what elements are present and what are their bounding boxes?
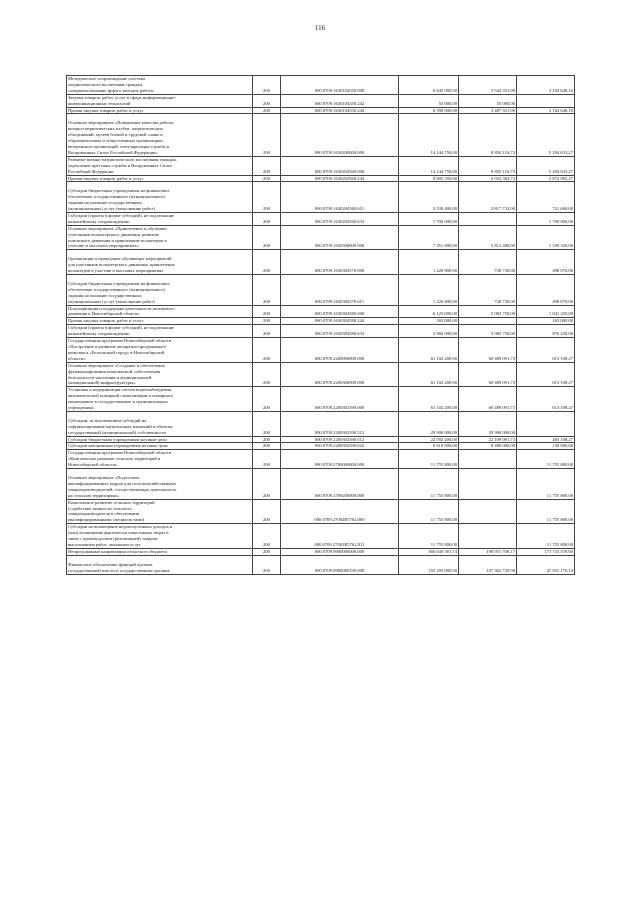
row-executed-cell: 29 900 000,00 bbox=[459, 411, 517, 436]
row-name-cell: Субсидии (гранты в форме субсидий), не подлежащие казначейскому сопровождению bbox=[67, 212, 253, 225]
row-name-cell: Комплексное развитие сельских территорий (содействие занятости сельского товаропроизводителя в обеспечении квалифицированными специалистами) bbox=[67, 499, 253, 524]
row-unexecuted-cell: 165 000,00 bbox=[517, 318, 575, 325]
row-classification-cell: 000.0709.2200302590.622 bbox=[281, 443, 399, 450]
row-assigned-cell: 14 144 750,00 bbox=[399, 156, 459, 175]
row-name-cell: Субсидии бюджетным учреждениям на финансовое обеспечение государственного (муниципального) задания на оказание государственных (муниципальных) услуг (выполнение работ) bbox=[67, 182, 253, 213]
row-name-cell: Субсидии, за исключением субсидий на софинансирование капитальных вложений в объекты государственной (муниципальной) собственности bbox=[67, 411, 253, 436]
row-code-cell: 200 bbox=[253, 548, 281, 555]
row-assigned-cell: 6 590 000,00 bbox=[399, 107, 459, 114]
row-code-cell: 200 bbox=[253, 156, 281, 175]
row-name-cell: Установка и модернизация систем видеонаблюдения, автоматической пожарной сигнализации и пожарного мониторинга в государственных и муниципальных учреждениях bbox=[67, 387, 253, 412]
row-unexecuted-cell: 721 668,00 bbox=[517, 182, 575, 213]
row-code-cell: 200 bbox=[253, 94, 281, 107]
row-unexecuted-cell bbox=[517, 94, 575, 107]
row-executed-cell: 198 951 708,17 bbox=[459, 548, 517, 555]
row-classification-cell: 000.0709.1630304570.611 bbox=[281, 275, 399, 306]
row-classification-cell: 000.0709.1630304580.244 bbox=[281, 318, 399, 325]
row-executed-cell: 8 480 000,00 bbox=[459, 443, 517, 450]
row-unexecuted-cell: 5 294 633,27 bbox=[517, 156, 575, 175]
row-executed-cell: 60 489 091,73 bbox=[459, 338, 517, 363]
row-assigned-cell: 1 700 000,00 bbox=[399, 212, 459, 225]
row-classification-cell: 000.0709.1630304580.633 bbox=[281, 325, 399, 338]
row-name-cell: Развитие военно-патриотического воспитания граждан, укрепление престижа службы в Вооруженных Силах Российской Федерации bbox=[67, 156, 253, 175]
row-name-cell: Субсидии на возмещение недополученных доходов и (или) возмещение фактически понесенных затрат в связи с производством (реализацией) товаров, выполнением работ, оказанием услуг bbox=[67, 524, 253, 549]
row-code-cell: 200 bbox=[253, 250, 281, 275]
row-assigned-cell: 165 000,00 bbox=[399, 318, 459, 325]
row-assigned-cell: 155 293 900,00 bbox=[399, 555, 459, 574]
row-assigned-cell: 1 226 800,00 bbox=[399, 275, 459, 306]
row-name-cell: Прочая закупка товаров, работ и услуг bbox=[67, 318, 253, 325]
row-unexecuted-cell: 483 108,27 bbox=[517, 436, 575, 443]
row-unexecuted-cell: 173 733 578,60 bbox=[517, 548, 575, 555]
row-code-cell: 200 bbox=[253, 107, 281, 114]
row-classification-cell: 000.0709.2200302590.612 bbox=[281, 436, 399, 443]
row-unexecuted-cell: 11 755 800,00 bbox=[517, 450, 575, 469]
row-code-cell: 200 bbox=[253, 524, 281, 549]
row-assigned-cell: 8 610 000,00 bbox=[399, 443, 459, 450]
row-classification-cell: 000.0709.27002R5762.811 bbox=[281, 524, 399, 549]
row-classification-cell: 000.0709.2200302590.521 bbox=[281, 411, 399, 436]
row-name-cell: Основное мероприятие «Привлечение к обучению участников волонтерского движения, развитие поискового движения и привлечение волонтеров к участию в массовых мероприятиях» bbox=[67, 225, 253, 250]
row-unexecuted-cell: 498 070,00 bbox=[517, 250, 575, 275]
table-row bbox=[67, 387, 575, 412]
row-executed-cell: 22 109 091,73 bbox=[459, 436, 517, 443]
row-unexecuted-cell: 47 931 170,10 bbox=[517, 555, 575, 574]
row-code-cell: 200 bbox=[253, 450, 281, 469]
row-executed-cell: 6 032 384,73 bbox=[459, 175, 517, 182]
table-row bbox=[67, 436, 575, 443]
row-code-cell: 200 bbox=[253, 225, 281, 250]
row-executed-cell: 5 083 750,00 bbox=[459, 325, 517, 338]
row-name-cell: Финансовое обеспечение функций органов государственной власти и государственных органов bbox=[67, 555, 253, 574]
row-unexecuted-cell: 1 539 320,00 bbox=[517, 225, 575, 250]
table-row bbox=[67, 182, 575, 213]
row-classification-cell: 000.0709.1630304570.000 bbox=[281, 250, 399, 275]
row-classification-cell: 000.0709.1630204560.633 bbox=[281, 212, 399, 225]
row-unexecuted-cell: 1 700 000,00 bbox=[517, 212, 575, 225]
row-unexecuted-cell: 613 108,27 bbox=[517, 362, 575, 387]
table-row bbox=[67, 250, 575, 275]
row-code-cell: 200 bbox=[253, 76, 281, 95]
row-assigned-cell: 11 755 800,00 bbox=[399, 524, 459, 549]
row-unexecuted-cell: 11 755 800,00 bbox=[517, 469, 575, 500]
row-unexecuted-cell: 130 000,00 bbox=[517, 443, 575, 450]
row-code-cell: 200 bbox=[253, 114, 281, 156]
row-unexecuted-cell: 3 102 648,10 bbox=[517, 107, 575, 114]
row-name-cell: Непрограммные направления областного бюджета bbox=[67, 548, 253, 555]
row-executed-cell bbox=[459, 450, 517, 469]
table-row bbox=[67, 524, 575, 549]
row-executed-cell: 5 812 480,00 bbox=[459, 225, 517, 250]
row-name-cell: Субсидии бюджетным учреждениям на финансовое обеспечение государственного (муниципального) задания на оказание государственных (муниципальных) услуг (выполнение работ) bbox=[67, 275, 253, 306]
row-name-cell: Прочая закупка товаров, работ и услуг bbox=[67, 175, 253, 182]
row-executed-cell: 55 000,00 bbox=[459, 94, 517, 107]
row-code-cell: 200 bbox=[253, 212, 281, 225]
table-row bbox=[67, 450, 575, 469]
row-assigned-cell: 3 539 400,00 bbox=[399, 182, 459, 213]
table-row bbox=[67, 225, 575, 250]
row-executed-cell: 728 730,00 bbox=[459, 250, 517, 275]
row-code-cell: 200 bbox=[253, 436, 281, 443]
budget-execution-table bbox=[66, 75, 575, 575]
row-classification-cell: 000.0709.1630204560.000 bbox=[281, 156, 399, 175]
row-executed-cell: 2 817 732,00 bbox=[459, 182, 517, 213]
row-classification-cell: 000.0709.1630204560.244 bbox=[281, 175, 399, 182]
row-classification-cell: 000.0709.2700200000.000 bbox=[281, 469, 399, 500]
row-unexecuted-cell: 3 102 648,10 bbox=[517, 76, 575, 95]
table-row bbox=[67, 499, 575, 524]
row-name-cell: Государственная программа Новосибирской области «Комплексное развитие сельских территорий в Новосибирской области» bbox=[67, 450, 253, 469]
row-code-cell: 200 bbox=[253, 175, 281, 182]
row-assigned-cell: 11 755 800,00 bbox=[399, 499, 459, 524]
row-code-cell: 200 bbox=[253, 555, 281, 574]
row-unexecuted-cell: 1 041 250,00 bbox=[517, 305, 575, 318]
table-row bbox=[67, 156, 575, 175]
row-classification-cell: 000.0709.2200302590.000 bbox=[281, 387, 399, 412]
row-name-cell: Организация и проведение обучающих мероприятий для участников волонтерского движения, привлечение волонтеров к участию в массовых мероприятиях bbox=[67, 250, 253, 275]
row-unexecuted-cell: 11 755 800,00 bbox=[517, 499, 575, 524]
row-unexecuted-cell: 613 108,27 bbox=[517, 387, 575, 412]
row-name-cell: Основное мероприятие «Создание и обеспечение функционирования комплексной «обеспечения безопасности населения и муниципальной (коммунальной) инфраструктуры» bbox=[67, 362, 253, 387]
table-row bbox=[67, 212, 575, 225]
row-unexecuted-cell: 5 294 633,27 bbox=[517, 114, 575, 156]
row-executed-cell bbox=[459, 499, 517, 524]
row-assigned-cell: 61 102 200,00 bbox=[399, 338, 459, 363]
row-code-cell: 200 bbox=[253, 182, 281, 213]
page-number: 116 bbox=[314, 24, 326, 32]
row-code-cell: 200 bbox=[253, 387, 281, 412]
row-assigned-cell: 11 755 800,00 bbox=[399, 469, 459, 500]
row-executed-cell: 8 850 116,73 bbox=[459, 156, 517, 175]
row-code-cell: 200 bbox=[253, 499, 281, 524]
row-classification-cell: 000.0709.9900000000.000 bbox=[281, 548, 399, 555]
row-executed-cell: 107 362 729,90 bbox=[459, 555, 517, 574]
row-executed-cell bbox=[459, 524, 517, 549]
row-code-cell: 200 bbox=[253, 362, 281, 387]
table-row bbox=[67, 76, 575, 95]
row-classification-cell: 000.0709.27002R5762.000 bbox=[281, 499, 399, 524]
table-row bbox=[67, 555, 575, 574]
table-row bbox=[67, 325, 575, 338]
table-row bbox=[67, 548, 575, 555]
row-name-cell: Субсидии автономным учреждениям на иные цели bbox=[67, 443, 253, 450]
row-unexecuted-cell: 2 872 965,27 bbox=[517, 175, 575, 182]
row-name-cell: Закупка товаров, работ, услуг в сфере информационно- коммуникационных технологий bbox=[67, 94, 253, 107]
row-classification-cell: 000.0709.2200300000.000 bbox=[281, 362, 399, 387]
row-executed-cell: 60 489 091,73 bbox=[459, 362, 517, 387]
row-code-cell: 200 bbox=[253, 469, 281, 500]
row-assigned-cell: 6 125 000,00 bbox=[399, 305, 459, 318]
row-code-cell: 200 bbox=[253, 325, 281, 338]
row-name-cell: Методическое сопровождение системы патриотического воспитания граждан, совершенствование форм и методов работы bbox=[67, 76, 253, 95]
row-name-cell: Прочая закупка товаров, работ и услуг bbox=[67, 107, 253, 114]
row-code-cell: 200 bbox=[253, 305, 281, 318]
row-classification-cell: 000.0709.2200000000.000 bbox=[281, 338, 399, 363]
row-name-cell: Популяризация и поддержка деятельности поискового движения в Новосибирской области bbox=[67, 305, 253, 318]
row-code-cell: 200 bbox=[253, 443, 281, 450]
row-assigned-cell: 7 351 800,00 bbox=[399, 225, 459, 250]
table-row bbox=[67, 411, 575, 436]
row-executed-cell: 3 542 351,90 bbox=[459, 76, 517, 95]
row-classification-cell: 000.0709.1630304580.000 bbox=[281, 305, 399, 318]
row-assigned-cell: 366 630 581,74 bbox=[399, 548, 459, 555]
row-code-cell: 200 bbox=[253, 318, 281, 325]
row-executed-cell bbox=[459, 212, 517, 225]
table-row bbox=[67, 362, 575, 387]
row-assigned-cell: 22 592 200,00 bbox=[399, 436, 459, 443]
row-assigned-cell: 8 905 350,00 bbox=[399, 175, 459, 182]
row-assigned-cell: 55 000,00 bbox=[399, 94, 459, 107]
row-classification-cell: 000.0709.9900000190.000 bbox=[281, 555, 399, 574]
row-assigned-cell: 61 102 200,00 bbox=[399, 387, 459, 412]
row-executed-cell: 3 487 351,90 bbox=[459, 107, 517, 114]
row-executed-cell: 8 850 116,73 bbox=[459, 114, 517, 156]
row-executed-cell: 5 083 750,00 bbox=[459, 305, 517, 318]
row-assigned-cell: 5 960 000,00 bbox=[399, 325, 459, 338]
table-row bbox=[67, 107, 575, 114]
row-unexecuted-cell: 498 070,00 bbox=[517, 275, 575, 306]
row-assigned-cell: 14 144 750,00 bbox=[399, 114, 459, 156]
row-classification-cell: 000.0709.1630300000.000 bbox=[281, 225, 399, 250]
row-name-cell: Основное мероприятие «Подготовка квалифицированных кадров для сельскохозяйственных товаропроизводителей, осуществляющих деятельность на сельских территориях» bbox=[67, 469, 253, 500]
row-classification-cell: 000.0709.1630204560.611 bbox=[281, 182, 399, 213]
row-unexecuted-cell: 11 755 800,00 bbox=[517, 524, 575, 549]
row-unexecuted-cell: 876 250,00 bbox=[517, 325, 575, 338]
row-code-cell: 200 bbox=[253, 411, 281, 436]
table-row bbox=[67, 305, 575, 318]
row-name-cell: Основное мероприятие «Повышение качества работы военно-патриотических клубов, патриотических объединений, музеев боевой и трудовой славы в образовательных и общественных организациях, ветеранских организаций, популяризация службы в Вооруженных Силах Российской Федерации» bbox=[67, 114, 253, 156]
row-classification-cell: 000.0709.1630200000.000 bbox=[281, 114, 399, 156]
row-assigned-cell: 29 900 000,00 bbox=[399, 411, 459, 436]
row-unexecuted-cell: 613 108,27 bbox=[517, 338, 575, 363]
table-row bbox=[67, 443, 575, 450]
table-row bbox=[67, 469, 575, 500]
row-name-cell: Субсидии бюджетным учреждениям на иные цели bbox=[67, 436, 253, 443]
row-executed-cell: 728 730,00 bbox=[459, 275, 517, 306]
row-classification-cell: 000.0709.2700000000.000 bbox=[281, 450, 399, 469]
table-row bbox=[67, 114, 575, 156]
table-row bbox=[67, 175, 575, 182]
row-name-cell: Субсидии (гранты в форме субсидий), не подлежащие казначейскому сопровождению bbox=[67, 325, 253, 338]
table-row bbox=[67, 275, 575, 306]
row-name-cell: Государственная программа Новосибирской области «Построение и развитие аппаратно-программного комплекса «Безопасный город» в Новосибирской области» bbox=[67, 338, 253, 363]
row-assigned-cell: 61 102 200,00 bbox=[399, 362, 459, 387]
row-code-cell: 200 bbox=[253, 275, 281, 306]
table-row bbox=[67, 318, 575, 325]
row-assigned-cell: 1 226 800,00 bbox=[399, 250, 459, 275]
table-row bbox=[67, 338, 575, 363]
row-executed-cell: 60 489 091,73 bbox=[459, 387, 517, 412]
row-classification-cell: 000.0709.1630104550.000 bbox=[281, 76, 399, 95]
row-code-cell: 200 bbox=[253, 338, 281, 363]
row-assigned-cell: 6 645 000,00 bbox=[399, 76, 459, 95]
row-unexecuted-cell bbox=[517, 411, 575, 436]
row-executed-cell bbox=[459, 469, 517, 500]
row-classification-cell: 000.0709.1630104550.242 bbox=[281, 94, 399, 107]
row-executed-cell bbox=[459, 318, 517, 325]
row-classification-cell: 000.0709.1630104550.244 bbox=[281, 107, 399, 114]
table-row bbox=[67, 94, 575, 107]
row-assigned-cell: 11 755 800,00 bbox=[399, 450, 459, 469]
